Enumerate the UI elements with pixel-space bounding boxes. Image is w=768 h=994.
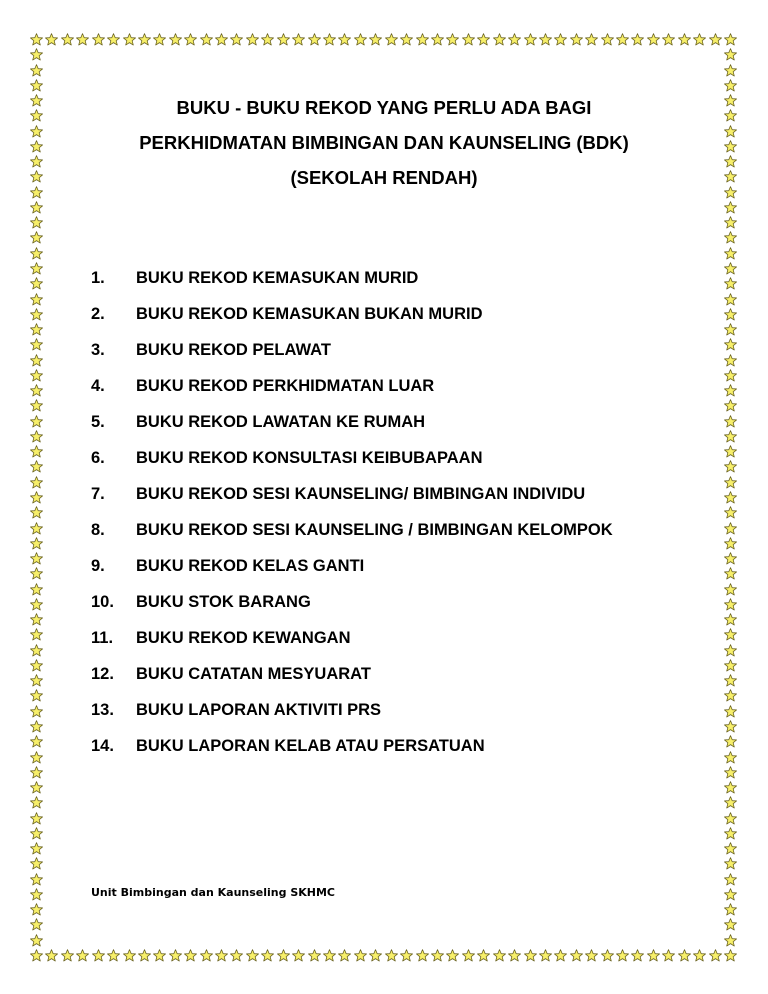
record-book-list xyxy=(91,260,613,764)
star-icon xyxy=(215,33,228,46)
star-icon xyxy=(30,33,43,46)
star-icon xyxy=(246,949,259,962)
star-icon xyxy=(724,735,737,748)
star-icon xyxy=(184,33,197,46)
star-icon xyxy=(631,33,644,46)
item-text: BUKU LAPORAN AKTIVITI PRS xyxy=(136,701,382,719)
item-text: BUKU REKOD PELAWAT xyxy=(136,341,331,359)
star-icon xyxy=(76,949,89,962)
star-icon xyxy=(724,781,737,794)
list-item xyxy=(91,548,613,584)
star-icon xyxy=(323,949,336,962)
star-icon xyxy=(45,33,58,46)
star-icon xyxy=(30,506,43,519)
list-item xyxy=(91,476,613,512)
item-number: 6. xyxy=(91,449,105,467)
star-icon xyxy=(724,628,737,641)
star-icon xyxy=(724,293,737,306)
star-icon xyxy=(631,949,644,962)
star-icon xyxy=(709,949,722,962)
star-icon xyxy=(107,949,120,962)
star-icon xyxy=(200,949,213,962)
star-icon xyxy=(724,720,737,733)
item-number: 1. xyxy=(91,269,105,287)
star-icon xyxy=(585,949,598,962)
list-item xyxy=(91,584,613,620)
star-icon xyxy=(30,949,43,962)
item-text: BUKU REKOD KEMASUKAN MURID xyxy=(136,269,419,287)
star-icon xyxy=(30,567,43,580)
star-icon xyxy=(153,949,166,962)
list-item xyxy=(91,440,613,476)
star-icon xyxy=(724,583,737,596)
star-icon xyxy=(30,552,43,565)
star-icon xyxy=(30,873,43,886)
star-icon xyxy=(369,33,382,46)
title-line-2: PERKHIDMATAN BIMBINGAN DAN KAUNSELING (BDK) xyxy=(139,132,629,153)
star-icon xyxy=(107,33,120,46)
star-icon xyxy=(662,949,675,962)
star-icon xyxy=(200,33,213,46)
item-text: BUKU REKOD LAWATAN KE RUMAH xyxy=(136,413,426,431)
star-icon xyxy=(30,796,43,809)
star-icon xyxy=(30,262,43,275)
item-number: 2. xyxy=(91,305,105,323)
item-number: 11. xyxy=(91,629,114,647)
star-icon xyxy=(230,949,243,962)
item-text: BUKU STOK BARANG xyxy=(136,593,311,611)
star-icon xyxy=(724,399,737,412)
star-icon xyxy=(153,33,166,46)
star-icon xyxy=(385,33,398,46)
star-icon xyxy=(724,323,737,336)
star-icon xyxy=(446,949,459,962)
item-number: 12. xyxy=(91,665,114,683)
star-icon xyxy=(724,338,737,351)
star-icon xyxy=(30,216,43,229)
star-icon xyxy=(30,231,43,244)
item-number: 8. xyxy=(91,521,105,539)
star-icon xyxy=(539,33,552,46)
star-icon xyxy=(616,33,629,46)
list-item xyxy=(91,332,613,368)
star-icon xyxy=(30,613,43,626)
star-icon xyxy=(400,949,413,962)
star-icon xyxy=(724,903,737,916)
star-icon xyxy=(246,33,259,46)
star-icon xyxy=(724,64,737,77)
star-icon xyxy=(261,33,274,46)
star-icon xyxy=(724,918,737,931)
star-icon xyxy=(308,949,321,962)
item-number: 5. xyxy=(91,413,105,431)
star-icon xyxy=(508,949,521,962)
star-icon xyxy=(724,216,737,229)
star-icon xyxy=(30,293,43,306)
footer-unit-name: Unit Bimbingan dan Kaunseling SKHMC xyxy=(91,886,335,899)
star-icon xyxy=(647,949,660,962)
star-icon xyxy=(724,537,737,550)
star-icon xyxy=(369,949,382,962)
star-icon xyxy=(724,644,737,657)
star-icon xyxy=(431,33,444,46)
star-icon xyxy=(61,949,74,962)
star-icon xyxy=(30,430,43,443)
star-icon xyxy=(539,949,552,962)
star-icon xyxy=(30,827,43,840)
star-icon xyxy=(292,949,305,962)
star-icon xyxy=(400,33,413,46)
star-icon xyxy=(493,949,506,962)
star-icon xyxy=(123,33,136,46)
item-number: 9. xyxy=(91,557,105,575)
star-icon xyxy=(477,33,490,46)
star-icon xyxy=(169,33,182,46)
star-icon xyxy=(724,231,737,244)
star-icon xyxy=(292,33,305,46)
item-number: 13. xyxy=(91,701,114,719)
item-number: 10. xyxy=(91,593,114,611)
star-icon xyxy=(446,33,459,46)
star-icon xyxy=(724,613,737,626)
item-number: 4. xyxy=(91,377,105,395)
star-icon xyxy=(30,888,43,901)
star-icon xyxy=(431,949,444,962)
star-icon xyxy=(30,720,43,733)
star-icon xyxy=(30,903,43,916)
title-line-1: BUKU - BUKU REKOD YANG PERLU ADA BAGI xyxy=(176,97,592,118)
star-icon xyxy=(724,705,737,718)
star-icon xyxy=(662,33,675,46)
list-item xyxy=(91,692,613,728)
star-icon xyxy=(338,33,351,46)
star-icon xyxy=(30,918,43,931)
star-icon xyxy=(724,812,737,825)
star-icon xyxy=(585,33,598,46)
star-icon xyxy=(524,949,537,962)
star-icon xyxy=(462,949,475,962)
star-icon xyxy=(724,567,737,580)
item-text: BUKU LAPORAN KELAB ATAU PERSATUAN xyxy=(136,737,485,755)
star-icon xyxy=(693,33,706,46)
star-icon xyxy=(30,476,43,489)
star-icon xyxy=(724,277,737,290)
star-icon xyxy=(724,522,737,535)
star-icon xyxy=(354,949,367,962)
star-icon xyxy=(277,949,290,962)
star-icon xyxy=(462,33,475,46)
star-icon xyxy=(308,33,321,46)
star-icon xyxy=(138,949,151,962)
star-icon xyxy=(724,33,737,46)
star-icon xyxy=(524,33,537,46)
star-icon xyxy=(724,598,737,611)
star-icon xyxy=(724,674,737,687)
star-icon xyxy=(724,552,737,565)
star-icon xyxy=(601,949,614,962)
star-icon xyxy=(30,781,43,794)
star-icon xyxy=(724,262,737,275)
star-icon xyxy=(61,33,74,46)
star-icon xyxy=(724,506,737,519)
star-icon xyxy=(30,323,43,336)
star-icon xyxy=(724,491,737,504)
star-icon xyxy=(30,628,43,641)
star-icon xyxy=(647,33,660,46)
item-text: BUKU REKOD KONSULTASI KEIBUBAPAAN xyxy=(136,449,483,467)
star-icon xyxy=(76,33,89,46)
star-icon xyxy=(709,33,722,46)
star-icon xyxy=(30,751,43,764)
star-icon xyxy=(30,583,43,596)
star-icon xyxy=(30,415,43,428)
star-icon xyxy=(30,934,43,947)
star-icon xyxy=(416,949,429,962)
item-text: BUKU REKOD KEMASUKAN BUKAN MURID xyxy=(136,305,483,323)
star-icon xyxy=(724,888,737,901)
star-icon xyxy=(30,537,43,550)
list-item xyxy=(91,728,613,764)
star-icon xyxy=(30,491,43,504)
star-icon xyxy=(323,33,336,46)
star-icon xyxy=(30,522,43,535)
star-icon xyxy=(30,857,43,870)
item-text: BUKU REKOD KEWANGAN xyxy=(136,629,351,647)
star-icon xyxy=(261,949,274,962)
star-icon xyxy=(724,308,737,321)
star-icon xyxy=(30,48,43,61)
star-icon xyxy=(138,33,151,46)
star-icon xyxy=(724,445,737,458)
star-icon xyxy=(724,201,737,214)
title-line-3: (SEKOLAH RENDAH) xyxy=(290,167,478,188)
star-icon xyxy=(570,33,583,46)
item-text: BUKU REKOD SESI KAUNSELING/ BIMBINGAN INDIVIDU xyxy=(136,485,586,503)
item-text: BUKU CATATAN MESYUARAT xyxy=(136,665,371,683)
list-item xyxy=(91,656,613,692)
star-icon xyxy=(724,842,737,855)
star-icon xyxy=(724,354,737,367)
star-icon xyxy=(30,354,43,367)
star-icon xyxy=(30,644,43,657)
item-number: 7. xyxy=(91,485,105,503)
star-icon xyxy=(693,949,706,962)
star-icon xyxy=(30,812,43,825)
star-icon xyxy=(724,873,737,886)
star-icon xyxy=(338,949,351,962)
star-icon xyxy=(724,48,737,61)
star-icon xyxy=(508,33,521,46)
item-text: BUKU REKOD SESI KAUNSELING / BIMBINGAN KELOMPOK xyxy=(136,521,613,539)
star-icon xyxy=(30,277,43,290)
star-icon xyxy=(30,399,43,412)
star-icon xyxy=(570,949,583,962)
star-icon xyxy=(30,842,43,855)
star-icon xyxy=(724,384,737,397)
star-icon xyxy=(92,33,105,46)
item-number: 3. xyxy=(91,341,105,359)
item-text: BUKU REKOD PERKHIDMATAN LUAR xyxy=(136,377,435,395)
star-icon xyxy=(678,33,691,46)
star-icon xyxy=(277,33,290,46)
star-icon xyxy=(30,247,43,260)
list-item xyxy=(91,260,613,296)
star-icon xyxy=(724,689,737,702)
star-icon xyxy=(123,949,136,962)
star-icon xyxy=(215,949,228,962)
star-icon xyxy=(184,949,197,962)
star-icon xyxy=(554,949,567,962)
star-icon xyxy=(30,735,43,748)
list-item xyxy=(91,368,613,404)
star-icon xyxy=(477,949,490,962)
star-icon xyxy=(724,415,737,428)
star-icon xyxy=(724,430,737,443)
star-icon xyxy=(724,659,737,672)
star-icon xyxy=(30,598,43,611)
star-icon xyxy=(724,369,737,382)
star-icon xyxy=(724,766,737,779)
star-icon xyxy=(30,689,43,702)
list-item xyxy=(91,620,613,656)
star-icon xyxy=(30,338,43,351)
star-icon xyxy=(30,308,43,321)
star-icon xyxy=(30,460,43,473)
star-icon xyxy=(616,949,629,962)
list-item xyxy=(91,296,613,332)
star-icon xyxy=(92,949,105,962)
star-icon xyxy=(724,247,737,260)
star-icon xyxy=(30,659,43,672)
list-item xyxy=(91,512,613,548)
star-icon xyxy=(724,857,737,870)
star-icon xyxy=(601,33,614,46)
star-icon xyxy=(30,369,43,382)
star-icon xyxy=(724,476,737,489)
star-icon xyxy=(493,33,506,46)
star-icon xyxy=(724,934,737,947)
star-icon xyxy=(554,33,567,46)
document-title xyxy=(0,90,768,195)
star-icon xyxy=(724,751,737,764)
star-icon xyxy=(30,201,43,214)
star-icon xyxy=(30,384,43,397)
star-icon xyxy=(678,949,691,962)
star-icon xyxy=(30,445,43,458)
star-icon xyxy=(416,33,429,46)
star-icon xyxy=(169,949,182,962)
star-icon xyxy=(45,949,58,962)
star-icon xyxy=(724,949,737,962)
list-item xyxy=(91,404,613,440)
star-icon xyxy=(724,796,737,809)
star-icon xyxy=(230,33,243,46)
star-icon xyxy=(724,460,737,473)
star-icon xyxy=(30,766,43,779)
star-icon xyxy=(385,949,398,962)
item-text: BUKU REKOD KELAS GANTI xyxy=(136,557,365,575)
item-number: 14. xyxy=(91,737,114,755)
star-icon xyxy=(354,33,367,46)
star-icon xyxy=(30,674,43,687)
star-icon xyxy=(724,827,737,840)
star-icon xyxy=(30,705,43,718)
star-icon xyxy=(30,64,43,77)
